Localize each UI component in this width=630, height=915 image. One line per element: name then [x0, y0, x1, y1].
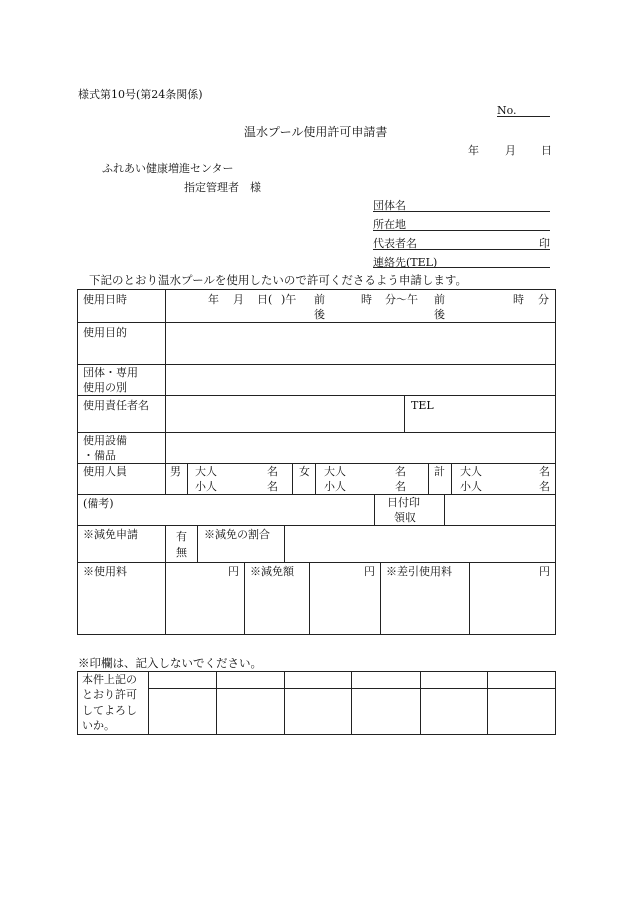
dt-day: 日(	[257, 293, 273, 306]
male-adult-unit: 名	[267, 465, 278, 478]
addressee-org: ふれあい健康増進センター	[102, 162, 234, 175]
dt-am2: 前	[434, 293, 445, 306]
row-people	[78, 464, 555, 495]
date-day: 日	[541, 144, 552, 157]
usage-datetime-label: 使用日時	[83, 293, 127, 306]
row-usage-datetime	[78, 290, 555, 323]
approval-line-2: とおり許可	[82, 688, 137, 701]
male-adult: 大人	[195, 465, 217, 478]
male-child-unit: 名	[267, 480, 278, 493]
representative-field[interactable]	[373, 249, 550, 250]
tel-label: TEL	[411, 399, 434, 412]
dt-am1: 前	[314, 293, 325, 306]
total-child: 小人	[460, 480, 482, 493]
net-fee-yen: 円	[539, 565, 550, 578]
group-private-label-1: 団体・専用	[83, 366, 138, 379]
dt-close: )午	[281, 293, 297, 306]
facility-label-2: ・備品	[83, 449, 116, 462]
contact-field[interactable]	[373, 267, 550, 268]
dt-min2: 分	[538, 293, 549, 306]
date-month: 月	[505, 144, 516, 157]
total-child-unit: 名	[539, 480, 550, 493]
application-table	[77, 289, 556, 635]
dt-pm2: 後	[434, 308, 445, 321]
reduction-apply-label: ※減免申請	[83, 528, 138, 541]
date-stamp-label-1: 日付印	[387, 496, 420, 509]
female-child-unit: 名	[395, 480, 406, 493]
reduction-yes: 有	[176, 530, 187, 543]
group-private-label-2: 使用の別	[83, 381, 127, 394]
approval-line-1: 本件上記の	[82, 673, 137, 686]
remarks-label: (備考)	[83, 497, 114, 510]
total-adult: 大人	[460, 465, 482, 478]
purpose-label: 使用目的	[83, 326, 127, 339]
fee-yen: 円	[228, 565, 239, 578]
approval-table	[77, 671, 556, 735]
approval-label-cell	[78, 672, 148, 734]
reduction-amount-label: ※減免額	[250, 565, 294, 578]
intro-text: 下記のとおり温水プールを使用したいので許可くださるよう申請します。	[89, 273, 468, 287]
male-child: 小人	[195, 480, 217, 493]
fee-label: ※使用料	[83, 565, 127, 578]
row-reduction	[78, 526, 555, 563]
facility-label-1: 使用設備	[83, 434, 127, 447]
reduction-amount-yen: 円	[364, 565, 375, 578]
female-child: 小人	[324, 480, 346, 493]
addressee-manager: 指定管理者 様	[184, 181, 261, 194]
date-year: 年	[468, 144, 479, 157]
row-group-private	[78, 365, 555, 396]
approval-line-4: いか。	[82, 719, 115, 732]
number-line	[497, 116, 550, 117]
contact-label: 連絡先(TEL)	[373, 256, 438, 269]
female-adult-unit: 名	[395, 465, 406, 478]
date-stamp-label-2: 領収	[394, 511, 416, 524]
dt-month: 月	[233, 293, 244, 306]
reduction-no: 無	[176, 546, 187, 559]
row-remarks	[78, 495, 555, 526]
people-label: 使用人員	[83, 465, 127, 478]
approval-line-3: してよろし	[82, 704, 137, 717]
number-label: No.	[497, 104, 517, 117]
net-fee-label: ※差引使用料	[386, 565, 452, 578]
form-number: 様式第10号(第24条関係)	[78, 88, 203, 101]
row-fees	[78, 563, 555, 634]
dt-hour2: 時	[513, 293, 524, 306]
address-label: 所在地	[373, 218, 406, 231]
representative-label: 代表者名	[373, 237, 417, 250]
seal-mark: 印	[539, 237, 550, 250]
address-field[interactable]	[373, 230, 550, 231]
female-adult: 大人	[324, 465, 346, 478]
dt-hour1: 時	[361, 293, 372, 306]
approval-top-row	[78, 672, 555, 689]
row-facility	[78, 433, 555, 464]
row-purpose	[78, 323, 555, 365]
female-label: 女	[299, 465, 310, 478]
dt-pm1: 後	[314, 308, 325, 321]
form-title: 温水プール使用許可申請書	[244, 125, 388, 139]
group-name-field[interactable]	[373, 211, 550, 212]
row-responsible	[78, 396, 555, 433]
total-label: 計	[434, 465, 445, 478]
male-label: 男	[170, 465, 181, 478]
stamp-note: ※印欄は、記入しないでください。	[78, 656, 262, 670]
group-name-label: 団体名	[373, 199, 406, 212]
dt-min1: 分〜午	[385, 293, 418, 306]
total-adult-unit: 名	[539, 465, 550, 478]
dt-year: 年	[208, 293, 219, 306]
responsible-label: 使用責任者名	[83, 399, 149, 412]
reduction-rate-label: ※減免の割合	[204, 528, 270, 541]
